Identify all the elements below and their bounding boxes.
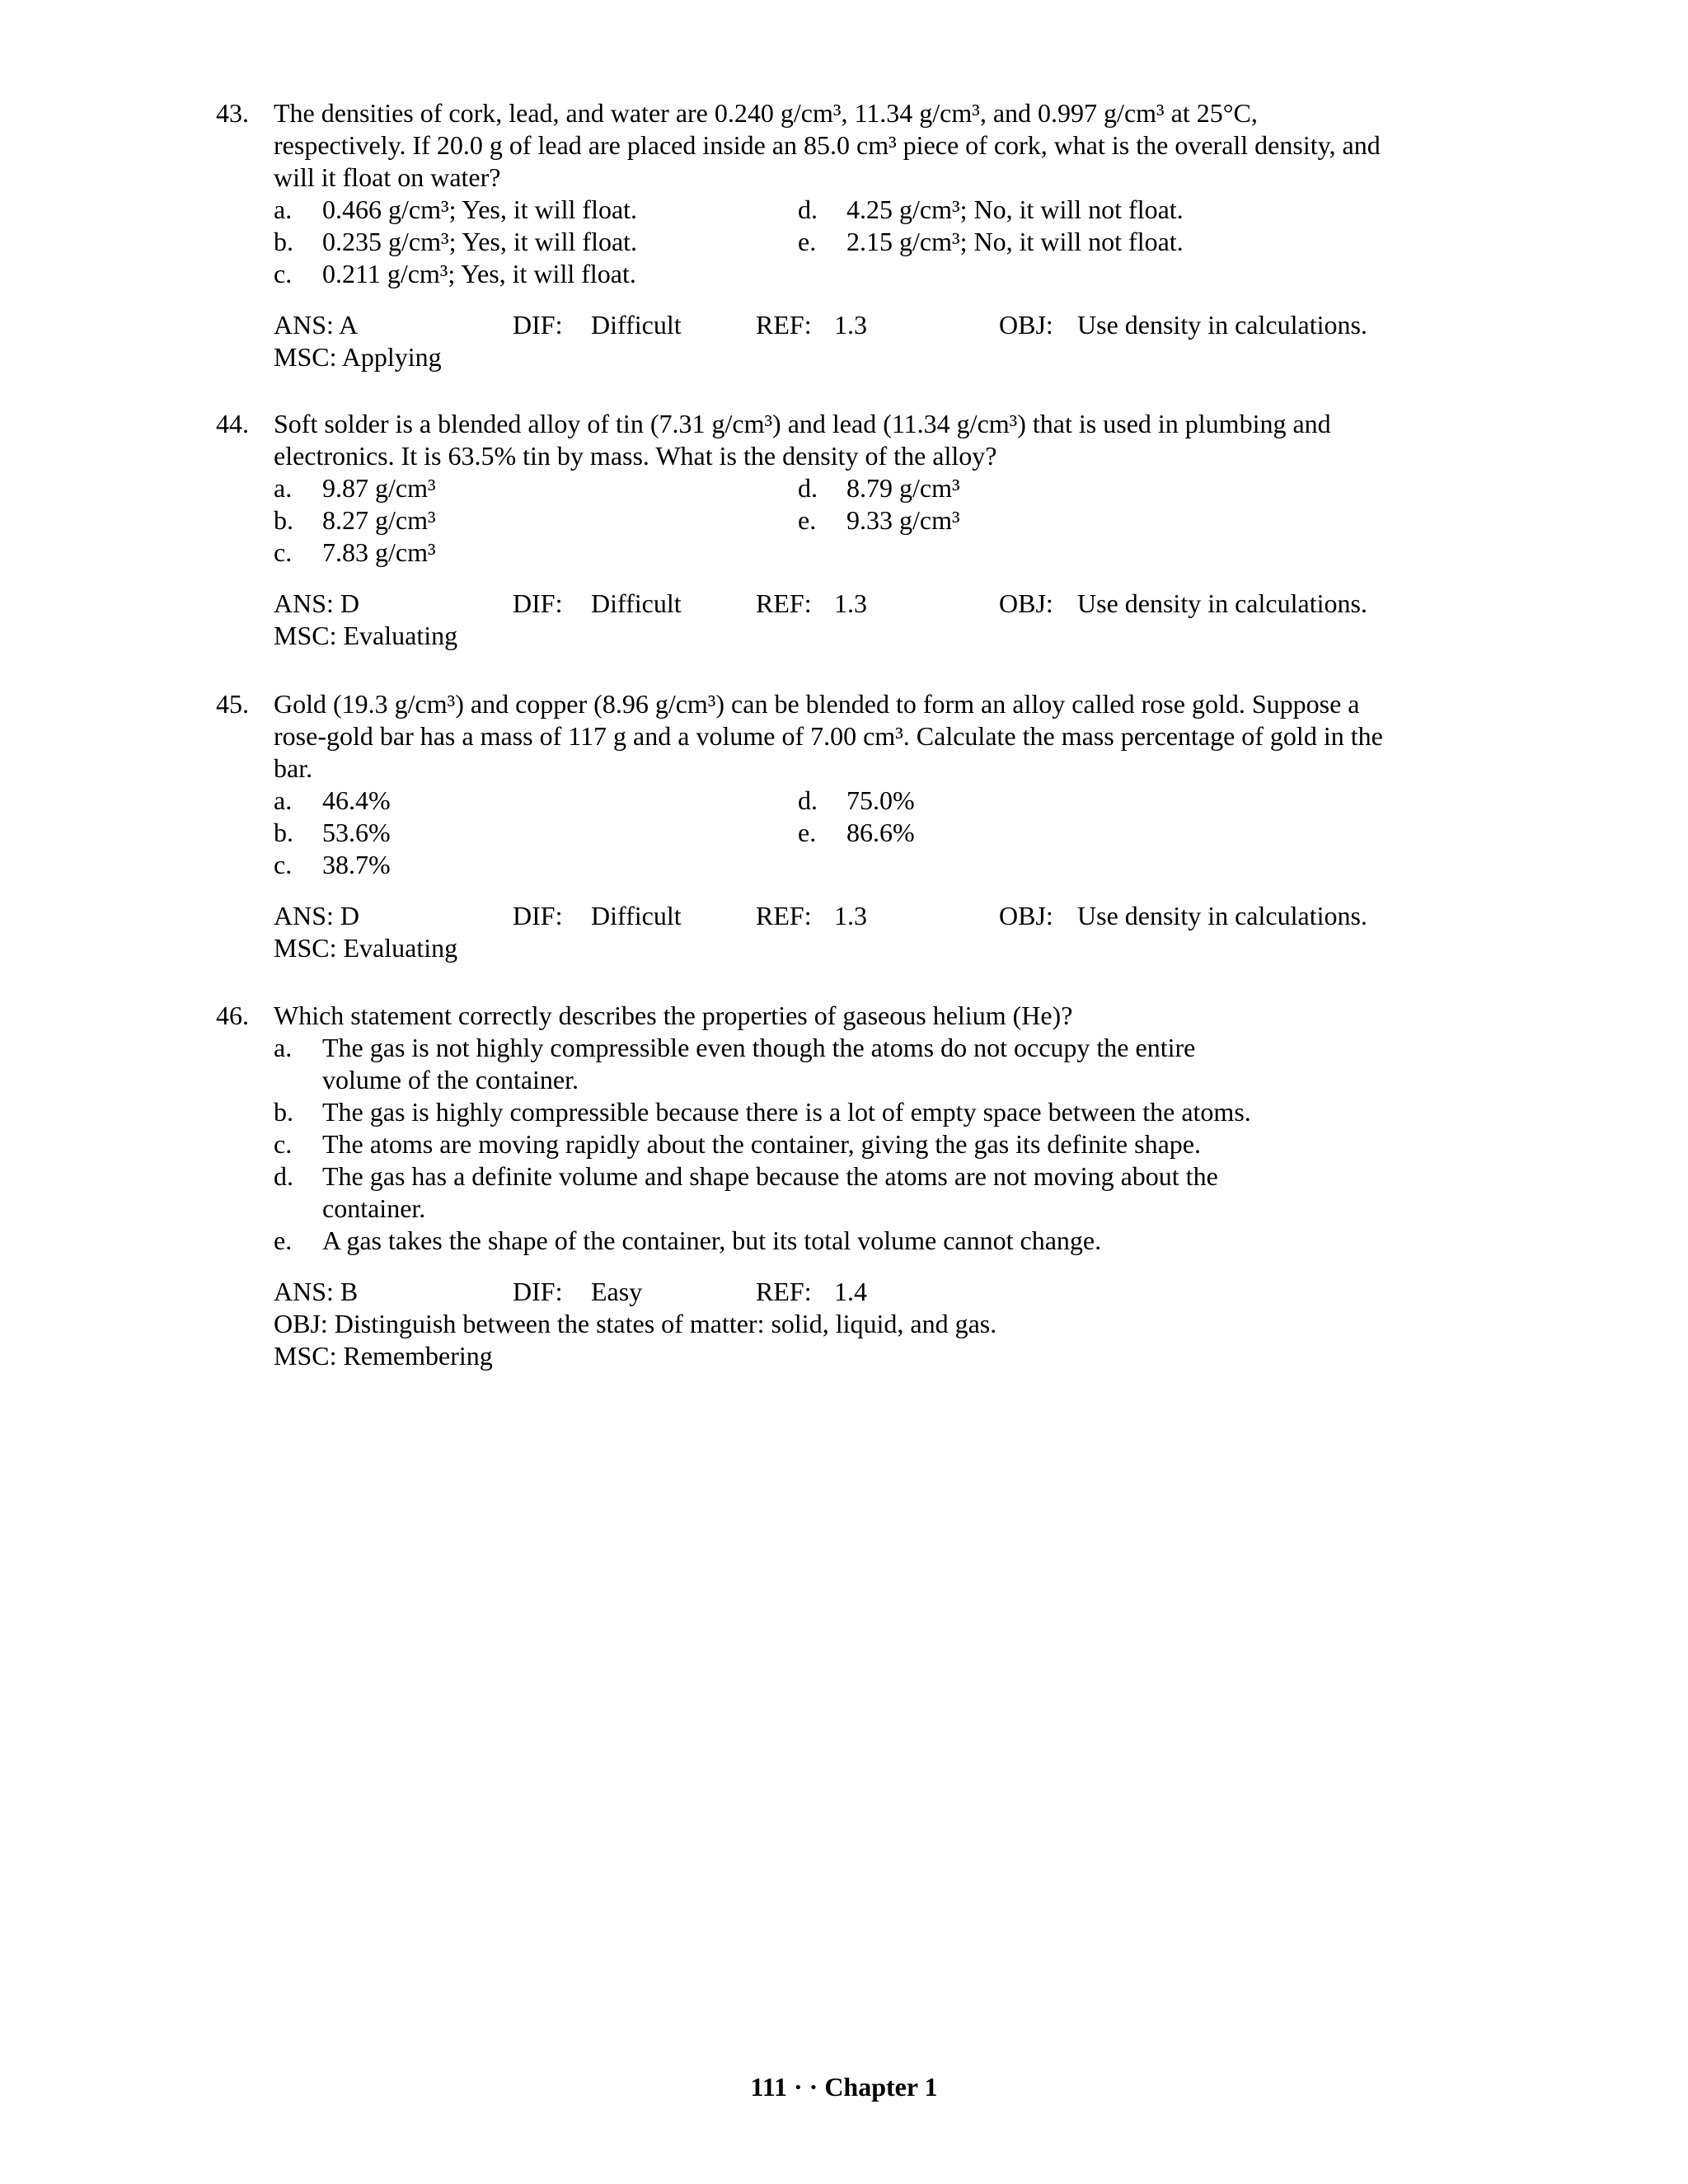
choice-c: c. The atoms are moving rapidly about the container, giving the gas its definite shape. xyxy=(274,1129,1201,1159)
difficulty-label: DIF: xyxy=(513,310,563,340)
question-metadata xyxy=(274,900,1395,964)
objective: OBJ: Distinguish between the states of matter: solid, liquid, and gas. xyxy=(274,1309,997,1338)
question-number: 43. xyxy=(216,98,249,128)
choice-d: d. The gas has a definite volume and shape because the atoms are not moving about the container. xyxy=(274,1161,1218,1223)
reference-value: 1.4 xyxy=(834,1277,867,1306)
misc-classification: MSC: Remembering xyxy=(274,1341,493,1371)
reference-value: 1.3 xyxy=(834,588,867,618)
misc-classification: MSC: Evaluating xyxy=(274,933,458,963)
answer-choices: a. 9.87 g/cm³ b. 8.27 g/cm³ c. 7.83 g/cm³ d. 8.79 g/cm³ e. 9.33 g/cm³ xyxy=(274,473,960,567)
question-stem: Gold (19.3 g/cm³) and copper (8.96 g/cm³) can be blended to form an alloy called rose gold. Suppose a rose-gold bar has a mass of 117 g and a volume of 7.00 cm³. Calculate the mass percentage of gold in the bar. xyxy=(274,689,1383,783)
question-43 xyxy=(216,97,1395,373)
reference-label: REF: xyxy=(756,901,812,930)
reference-label: REF: xyxy=(756,310,812,340)
misc-classification: MSC: Evaluating xyxy=(274,621,458,650)
question-45 xyxy=(216,688,1395,964)
objective-label: OBJ: xyxy=(999,588,1053,618)
answer-choices: a. 0.466 g/cm³; Yes, it will float. b. 0.235 g/cm³; Yes, it will float. c. 0.211 g/cm³; Yes, it will float. d. 4.25 g/cm³; No, it will not float. e. 2.15 g/cm³; No, it will not float. xyxy=(274,194,1184,288)
objective-value: Use density in calculations. xyxy=(1077,588,1367,618)
answer-key: ANS: D xyxy=(274,588,360,618)
answer-choices: a. 46.4% b. 53.6% c. 38.7% d. 75.0% e. 86.6% xyxy=(274,785,915,879)
difficulty-value: Difficult xyxy=(591,588,682,618)
question-44 xyxy=(216,408,1395,652)
objective-value: Use density in calculations. xyxy=(1077,310,1367,340)
reference-value: 1.3 xyxy=(834,901,867,930)
difficulty-label: DIF: xyxy=(513,588,563,618)
objective-value: Use density in calculations. xyxy=(1077,901,1367,930)
question-number: 46. xyxy=(216,1001,249,1030)
objective-label: OBJ: xyxy=(999,310,1053,340)
question-metadata xyxy=(274,309,1395,373)
question-stem: The densities of cork, lead, and water are 0.240 g/cm³, 11.34 g/cm³, and 0.997 g/cm³ at 25°C, respectively. If 20.0 g of lead are placed inside an 85.0 cm³ piece of cork, what is the overall density, and will it float on water? xyxy=(274,98,1381,192)
difficulty-value: Difficult xyxy=(591,310,682,340)
question-number: 45. xyxy=(216,689,249,719)
choice-b: b. The gas is highly compressible because there is a lot of empty space between the atoms. xyxy=(274,1097,1251,1127)
objective-label: OBJ: xyxy=(999,901,1053,930)
answer-key: ANS: A xyxy=(274,310,359,340)
difficulty-value: Difficult xyxy=(591,901,682,930)
question-metadata xyxy=(274,1276,1395,1372)
question-stem: Which statement correctly describes the properties of gaseous helium (He)? xyxy=(274,1001,1073,1030)
reference-label: REF: xyxy=(756,588,812,618)
answer-key: ANS: B xyxy=(274,1277,359,1306)
question-metadata xyxy=(274,588,1395,652)
difficulty-label: DIF: xyxy=(513,901,563,930)
question-number: 44. xyxy=(216,409,249,438)
choice-a: a. The gas is not highly compressible even though the atoms do not occupy the entire volume of the container. xyxy=(274,1033,1196,1094)
difficulty-label: DIF: xyxy=(513,1277,563,1306)
page-footer: 111 · · Chapter 1 xyxy=(750,2072,938,2102)
reference-value: 1.3 xyxy=(834,310,867,340)
reference-label: REF: xyxy=(756,1277,812,1306)
answer-choices xyxy=(274,1032,1395,1257)
answer-key: ANS: D xyxy=(274,901,360,930)
question-46 xyxy=(216,1000,1395,1372)
difficulty-value: Easy xyxy=(591,1277,643,1306)
misc-classification: MSC: Applying xyxy=(274,342,442,372)
question-stem: Soft solder is a blended alloy of tin (7.31 g/cm³) and lead (11.34 g/cm³) that is used in plumbing and electronics. It is 63.5% tin by mass. What is the density of the alloy? xyxy=(274,409,1331,471)
choice-e: e. A gas takes the shape of the container, but its total volume cannot change. xyxy=(274,1226,1102,1255)
